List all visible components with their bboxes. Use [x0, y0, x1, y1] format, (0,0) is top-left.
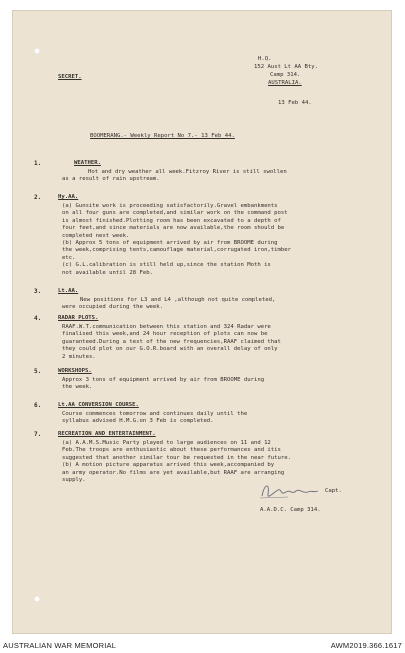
section-text-line: four feet,and since materials are now available,the room should be: [62, 225, 285, 232]
section-text-line: (b) A motion picture apparatus arrived this week,accompanied by: [62, 462, 275, 469]
punch-hole: [34, 48, 40, 54]
unit-line: H.Q.: [258, 56, 272, 62]
section-text-line: were occupied during the week.: [62, 304, 164, 311]
section-text-line: not available until 28 Feb.: [62, 269, 153, 276]
section-number: 2.: [34, 194, 42, 201]
section-number: 7.: [34, 431, 42, 438]
unit-line: 152 Aust Lt AA Bty.: [254, 64, 318, 70]
section-number: 5.: [34, 368, 42, 375]
document-sheet: [12, 10, 392, 634]
section-text-line: 2 minutes.: [62, 353, 96, 360]
section-heading: RECREATION AND ENTERTAINMENT.: [58, 431, 156, 437]
unit-line: AUSTRALIA.: [268, 80, 302, 86]
signature-scribble: [258, 480, 328, 502]
section-heading: WORKSHOPS.: [58, 368, 92, 374]
section-text-line: New positions for L3 and L4 ,although not quite completed,: [80, 297, 276, 303]
section-text-line: (a) A.A.M.S.Music Party played to large audiences on 11 and 12: [62, 440, 271, 446]
section-text-line: the week,comprising tents,camouflage material,corrugated iron,timber: [62, 247, 292, 254]
report-date: 13 Feb 44.: [278, 100, 312, 106]
section-text-line: finalised this week,and 24 hour reception of plots can now be: [62, 331, 268, 338]
section-number: 4.: [34, 315, 42, 322]
section-heading: Lt.AA CONVERSION COURSE.: [58, 402, 139, 408]
section-text-line: etc.: [62, 254, 76, 261]
section-text-line: syllabus advised H.M.G.on 3 Feb is completed.: [62, 418, 214, 425]
section-text-line: as a result of rain upstream.: [62, 176, 160, 183]
section-heading: Hy.AA.: [58, 194, 79, 200]
section-text-line: (a) Gunsite work is proceeding satisfactorily.Gravel embankments: [62, 203, 278, 209]
section-text-line: guaranteed.During a test of the new frequencies,RAAF claimed that: [62, 338, 281, 345]
section-heading: WEATHER.: [74, 160, 101, 166]
footer-source: AUSTRALIAN WAR MEMORIAL: [3, 641, 117, 650]
section-text-line: suggested that another similar tour be requested in the near future.: [62, 454, 292, 461]
section-text-line: Feb.The troops are enthusiastic about these performances and itis: [62, 447, 281, 454]
section-text-line: supply.: [62, 477, 86, 483]
section-text-line: an army operator.No films are yet available,but RAAF are arranging: [62, 469, 285, 476]
section-text-line: on all four guns are completed,and similar work on the command post: [62, 210, 288, 217]
section-number: 1.: [34, 160, 42, 167]
section-text-line: (b) Approx 5 tons of equipment arrived by air from BROOME during: [62, 240, 278, 246]
section-text-line: Approx 3 tons of equipment arrived by air from BROOME during: [62, 377, 265, 383]
section-heading: Lt.AA.: [58, 288, 79, 294]
section-text-line: (c) G.L.calibration is still held up,since the station Moth is: [62, 262, 271, 269]
section-number: 3.: [34, 288, 42, 295]
section-text-line: Hot and dry weather all week.Fitzroy River is still swollen: [88, 169, 287, 175]
signature-appointment: A.A.D.C. Camp 314.: [260, 507, 321, 513]
punch-hole: [34, 596, 40, 602]
section-text-line: RAAF.W.T.communication between this station and 324 Radar were: [62, 324, 271, 330]
section-text-line: they could plot on our G.O.R.board with an overall delay of only: [62, 346, 278, 353]
section-text-line: Course commences tomorrow and continues daily until the: [62, 411, 248, 417]
unit-line: Camp 314.: [270, 72, 301, 78]
section-text-line: completed next week.: [62, 232, 130, 239]
section-text-line: the week.: [62, 384, 93, 391]
section-text-line: is almost finished.Plotting room has been excavated to a depth of: [62, 217, 281, 224]
report-title: BOOMERANG.- Weekly Report No 7.- 13 Feb 44.: [90, 133, 235, 139]
section-number: 6.: [34, 402, 42, 409]
signature-rank: Capt.: [325, 488, 342, 494]
footer-accession: AWM2019.366.1617: [330, 641, 402, 650]
classification: SECRET.: [58, 74, 82, 80]
section-heading: RADAR PLOTS.: [58, 315, 99, 321]
